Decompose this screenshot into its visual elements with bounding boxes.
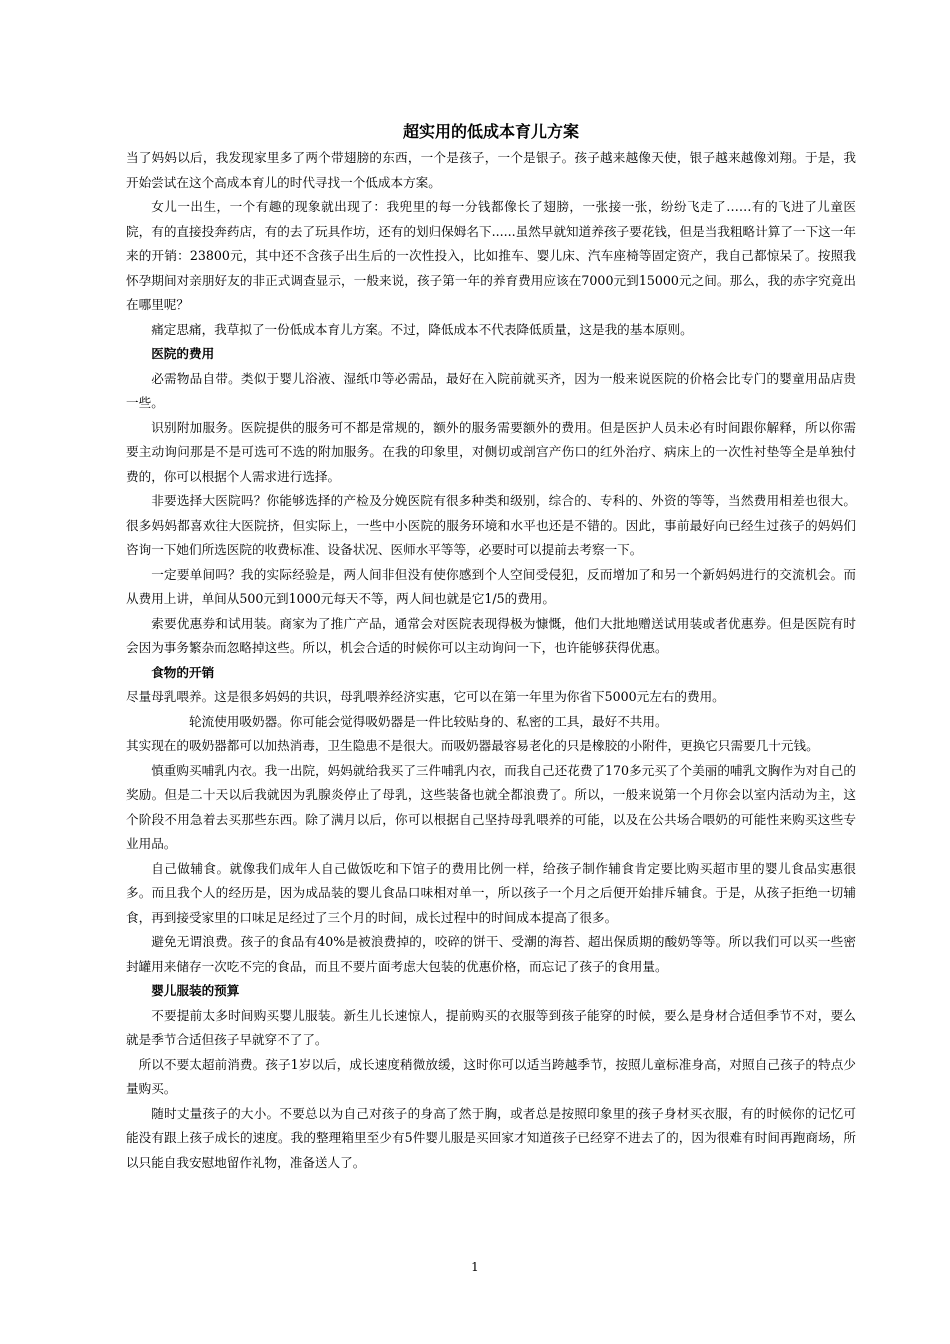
paragraph-intro-1: 当了妈妈以后，我发现家里多了两个带翅膀的东西，一个是孩子，一个是银子。孩子越来越像天使，银子越来越像刘翔。于是，我开始尝试在这个高成本育儿的时代寻找一个低成本方案。 xyxy=(126,150,856,190)
section-heading-clothing: 婴儿服装的预算 xyxy=(151,983,240,998)
paragraph-intro-2: 女儿一出生，一个有趣的现象就出现了：我兜里的每一分钱都像长了翅膀，一张接一张，纷纷飞走了……有的飞进了儿童医院，有的直接投奔药店，有的去了玩具作坊，还有的划归保姆名下......虽然早就知道养孩子要花钱，但是当我粗略计算了一下这一年来的开销：23800元，其中还不含孩子出生后的一次性投入，比如推车、婴儿床、汽车座椅等固定资产，我自己都惊呆了。按照我怀孕期间对亲朋好友的非正式调查显示，一般来说，孩子第一年的养育费用应该在7000元到15000元之间。那么，我的赤字究竟出在哪里呢？ xyxy=(126,199,856,312)
paragraph-food-3: 其实现在的吸奶器都可以加热消毒，卫生隐患不是很大。而吸奶器最容易老化的只是橡胶的小附件，更换它只需要几十元钱。 xyxy=(126,738,819,753)
paragraph-clothing-2: 所以不要太超前消费。孩子1岁以后，成长速度稍微放缓，这时你可以适当跨越季节，按照儿童标准身高，对照自己孩子的特点少量购买。 xyxy=(126,1056,856,1096)
paragraph-food-4: 慎重购买哺乳内衣。我一出院，妈妈就给我买了三件哺乳内衣，而我自己还花费了170多元买了个美丽的哺乳文胸作为对自己的奖励。但是二十天以后我就因为乳腺炎停止了母乳，这些装备也就全都浪费了。所以，一般来说第一个月你会以室内活动为主，这个阶段不用急着去买那些东西。除了满月以后，你可以根据自己坚持母乳喂养的可能，以及在公共场合喂奶的可能性来购买这些专业用品。 xyxy=(126,762,856,851)
paragraph-hospital-3: 非要选择大医院吗？你能够选择的产检及分娩医院有很多种类和级别，综合的、专科的、外资的等等，当然费用相差也很大。很多妈妈都喜欢往大医院挤，但实际上，一些中小医院的服务环境和水平也还是不错的。因此，事前最好向已经生过孩子的妈妈们咨询一下她们所选医院的收费标准、设备状况、医师水平等等，必要时可以提前去考察一下。 xyxy=(126,493,856,557)
document-page xyxy=(126,120,856,1175)
paragraph-food-6: 避免无谓浪费。孩子的食品有40%是被浪费掉的，咬碎的饼干、受潮的海苔、超出保质期的酸奶等等。所以我们可以买一些密封罐用来储存一次吃不完的食品，而且不要片面考虑大包装的优惠价格，而忘记了孩子的食用量。 xyxy=(126,934,856,974)
paragraph-clothing-3: 随时丈量孩子的大小。不要总以为自己对孩子的身高了然于胸，或者总是按照印象里的孩子身材买衣服，有的时候你的记忆可能没有跟上孩子成长的速度。我的整理箱里至少有5件婴儿服是买回家才知道孩子已经穿不进去了的，因为很难有时间再跑商场，所以只能自我安慰地留作礼物，准备送人了。 xyxy=(126,1105,856,1170)
section-heading-hospital: 医院的费用 xyxy=(151,346,215,361)
paragraph-clothing-1: 不要提前太多时间购买婴儿服装。新生儿长速惊人，提前购买的衣服等到孩子能穿的时候，要么是身材合适但季节不对，要么就是季节合适但孩子早就穿不了了。 xyxy=(126,1007,856,1047)
page-number: 1 xyxy=(471,1260,479,1274)
document-title: 超实用的低成本育儿方案 xyxy=(402,122,579,141)
paragraph-hospital-1: 必需物品自带。类似于婴儿浴液、湿纸巾等必需品，最好在入院前就买齐，因为一般来说医院的价格会比专门的婴童用品店贵一些。 xyxy=(126,370,856,410)
paragraph-hospital-2: 识别附加服务。医院提供的服务可不都是常规的，额外的服务需要额外的费用。但是医护人员未必有时间跟你解释，所以你需要主动询问那是不是可选可不选的附加服务。在我的印象里，对侧切或剖宫产伤口的红外治疗、病床上的一次性衬垫等全是单独付费的，你可以根据个人需求进行选择。 xyxy=(126,419,856,484)
section-heading-food: 食物的开销 xyxy=(151,664,215,680)
paragraph-intro-3: 痛定思痛，我草拟了一份低成本育儿方案。不过，降低成本不代表降低质量，这是我的基本原则。 xyxy=(151,321,693,337)
paragraph-hospital-4: 一定要单间吗？我的实际经验是，两人间非但没有使你感到个人空间受侵犯，反而增加了和另一个新妈妈进行的交流机会。而从费用上讲，单间从500元到1000元每天不等，两人间也就是它1/5的费用。 xyxy=(126,566,856,606)
paragraph-hospital-5: 索要优惠券和试用装。商家为了推广产品，通常会对医院表现得极为慷慨，他们大批地赠送试用装或者优惠券。但是医院有时会因为事务繁杂而忽略掉这些。所以，机会合适的时候你可以主动询问一下，也许能够获得优惠。 xyxy=(126,615,856,655)
paragraph-food-1: 尽量母乳喂养。这是很多妈妈的共识，母乳喂养经济实惠，它可以在第一年里为你省下5000元左右的费用。 xyxy=(126,689,725,704)
paragraph-food-2: 轮流使用吸奶器。你可能会觉得吸奶器是一件比较贴身的、私密的工具，最好不共用。 xyxy=(189,713,668,729)
paragraph-food-5: 自己做辅食。就像我们成年人自己做饭吃和下馆子的费用比例一样，给孩子制作辅食肯定要比购买超市里的婴儿食品实惠很多。而且我个人的经历是，因为成品装的婴儿食品口味相对单一，所以孩子一个月之后便开始排斥辅食。于是，从孩子拒绝一切辅食，再到接受家里的口味足足经过了三个月的时间，成长过程中的时间成本提高了很多。 xyxy=(126,860,856,925)
